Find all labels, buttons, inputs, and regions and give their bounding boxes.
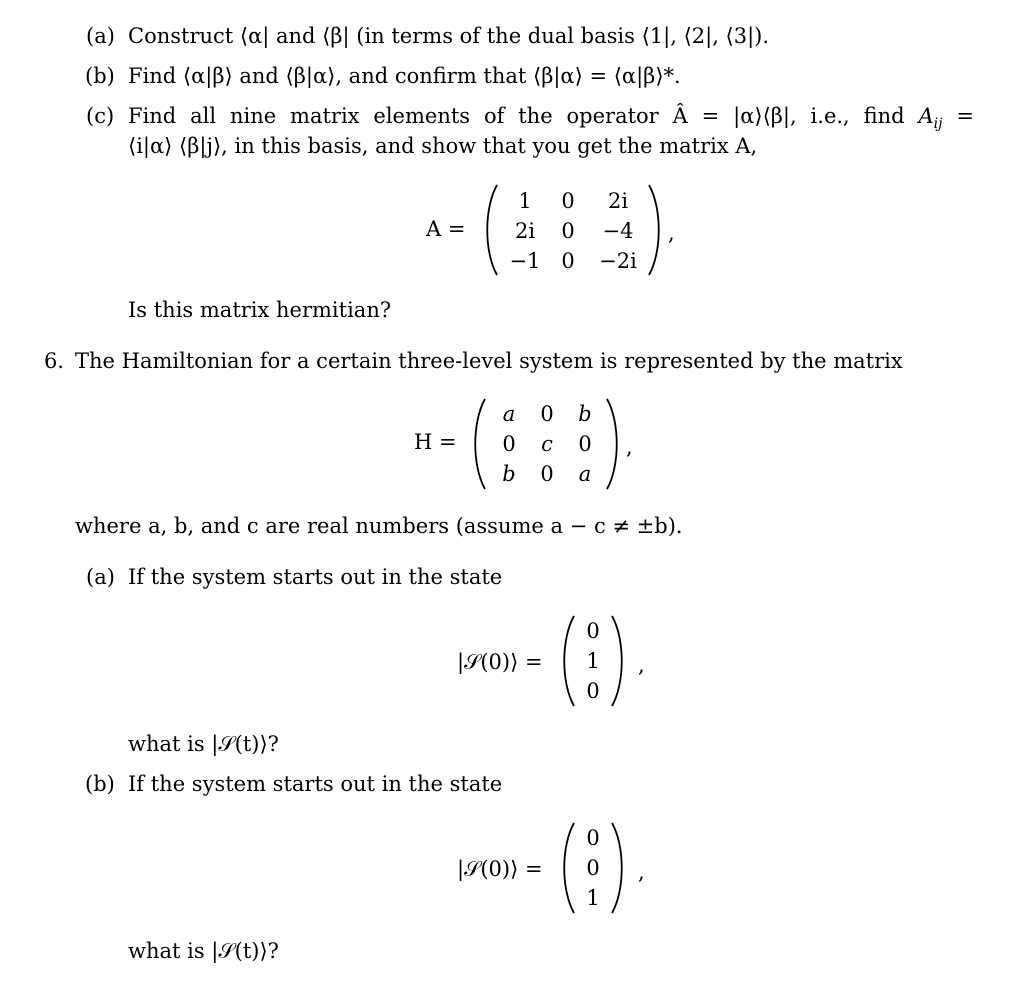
word: i.e., xyxy=(810,104,850,128)
comma: , xyxy=(638,860,645,884)
part-text: Construct ⟨α| and ⟨β| (in terms of the dual basis ⟨1|, ⟨2|, ⟨3|). xyxy=(128,24,770,48)
word: elements xyxy=(373,104,471,128)
matrix-h xyxy=(490,399,604,489)
matrix-cell: −4 xyxy=(602,219,634,243)
matrix-cell: 2i xyxy=(514,219,536,243)
right-paren-icon xyxy=(609,821,627,915)
state-vector xyxy=(577,616,609,706)
part-text-line2: ⟨i|α⟩ ⟨β|j⟩, in this basis, and show that you get the matrix A, xyxy=(128,134,758,158)
part-text: If the system starts out in the state xyxy=(128,565,503,589)
word: all xyxy=(190,104,217,128)
matrix-cell: 0 xyxy=(502,432,516,456)
part-text: If the system starts out in the state xyxy=(128,772,503,796)
vector-cell: 0 xyxy=(586,826,600,850)
question-text: what is |𝒮(t)⟩? xyxy=(128,732,279,756)
question-text: what is |𝒮(t)⟩? xyxy=(128,939,279,963)
matrix-a xyxy=(500,186,650,276)
part-label: (a) xyxy=(86,24,115,48)
question-text: Is this matrix hermitian? xyxy=(128,298,392,322)
word: = xyxy=(701,104,720,128)
matrix-cell: 0 xyxy=(540,462,554,486)
matrix-label: A = xyxy=(426,217,466,241)
word: Find xyxy=(128,104,177,128)
vector-cell: 1 xyxy=(586,886,600,910)
word-italic: A xyxy=(918,104,934,128)
vector-cell: 0 xyxy=(586,856,600,880)
matrix-cell: 0 xyxy=(578,432,592,456)
left-paren-icon xyxy=(559,614,577,708)
comma: , xyxy=(626,435,633,459)
matrix-cell: 0 xyxy=(561,219,575,243)
matrix-cell: a xyxy=(502,402,516,426)
word: Â xyxy=(672,104,688,128)
word: $A_{ij}$ xyxy=(918,104,943,133)
problem-number: 6. xyxy=(44,349,65,373)
vector-cell: 1 xyxy=(586,649,600,673)
left-paren-icon xyxy=(470,397,488,491)
word: matrix xyxy=(290,104,360,128)
word: |α⟩⟨β|, xyxy=(733,104,797,128)
matrix-cell: c xyxy=(541,432,553,456)
matrix-cell: 0 xyxy=(561,249,575,273)
matrix-cell: b xyxy=(502,462,516,486)
part-label: (b) xyxy=(85,64,115,88)
right-paren-icon xyxy=(609,614,627,708)
comma: , xyxy=(638,653,645,677)
vector-cell: 0 xyxy=(586,679,600,703)
part-label: (c) xyxy=(86,104,115,128)
matrix-cell: 2i xyxy=(607,189,629,213)
problem-intro: The Hamiltonian for a certain three-level system is represented by the matrix xyxy=(75,349,903,373)
matrix-cell: 1 xyxy=(518,189,532,213)
matrix-label: H = xyxy=(414,430,457,454)
word: of xyxy=(483,104,505,128)
left-paren-icon xyxy=(559,821,577,915)
matrix-cell: 0 xyxy=(540,402,554,426)
matrix-cell: −2i xyxy=(599,249,637,273)
matrix-cell: −1 xyxy=(509,249,541,273)
state-vector xyxy=(577,823,609,913)
part-label: (b) xyxy=(85,772,115,796)
matrix-cell: 0 xyxy=(561,189,575,213)
matrix-cell: b xyxy=(578,402,592,426)
matrix-cell: a xyxy=(578,462,592,486)
word: nine xyxy=(229,104,277,128)
state-label: |𝒮(0)⟩ = xyxy=(457,650,543,674)
part-label: (a) xyxy=(86,565,115,589)
comma: , xyxy=(668,221,675,245)
word: = xyxy=(956,104,974,128)
where-text: where a, b, and c are real numbers (assume a − c ≠ ±b). xyxy=(75,514,683,538)
right-paren-icon xyxy=(604,397,622,491)
part-text: Find ⟨α|β⟩ and ⟨β|α⟩, and confirm that ⟨β|α⟩ = ⟨α|β⟩*. xyxy=(128,64,681,88)
left-paren-icon xyxy=(482,183,500,277)
state-label: |𝒮(0)⟩ = xyxy=(457,857,543,881)
word: find xyxy=(863,104,905,128)
word: the xyxy=(518,104,553,128)
word: operator xyxy=(566,104,659,128)
right-paren-icon xyxy=(646,183,664,277)
vector-cell: 0 xyxy=(586,619,600,643)
